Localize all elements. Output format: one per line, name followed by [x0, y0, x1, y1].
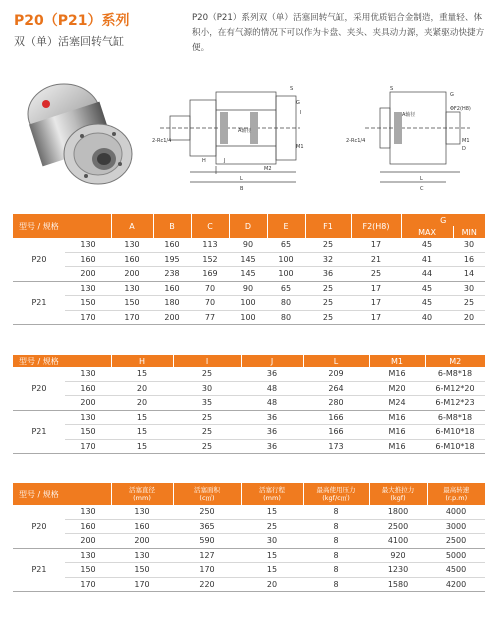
value-cell: M16 — [369, 410, 425, 425]
value-cell: 113 — [191, 238, 229, 252]
value-cell: 48 — [241, 396, 303, 411]
t2-h-l: L — [303, 355, 369, 367]
value-cell: 160 — [153, 281, 191, 296]
value-cell: 15 — [111, 439, 173, 454]
label-m1b: M1 — [462, 138, 470, 144]
value-cell: 15 — [241, 505, 303, 519]
value-cell: 30 — [173, 381, 241, 396]
label-g2: G — [450, 92, 454, 98]
value-cell: 1800 — [369, 505, 427, 519]
size-cell: 150 — [65, 425, 111, 440]
table-row — [13, 252, 485, 267]
table-row — [13, 577, 485, 592]
size-cell: 200 — [65, 267, 111, 282]
t1-h-b: B — [153, 214, 191, 238]
table-row — [13, 310, 485, 325]
value-cell: 169 — [191, 267, 229, 282]
t3-h-diam: 活塞直径 (mm) — [111, 483, 173, 505]
value-cell: 20 — [453, 310, 485, 325]
product-description: P20（P21）系列双（单）活塞回转气缸，采用优质铝合金制造，重量轻、体积小，在有气源的情况下可以作为卡盘、夹头、夹具动力源，夹紧驱动快捷方便。 — [192, 13, 485, 53]
value-cell: 77 — [191, 310, 229, 325]
value-cell: 17 — [351, 281, 401, 296]
size-cell: 130 — [65, 548, 111, 563]
value-cell: 20 — [111, 381, 173, 396]
t1-h-d: D — [229, 214, 267, 238]
value-cell: 15 — [111, 425, 173, 440]
value-cell: 40 — [401, 310, 453, 325]
value-cell: 160 — [111, 252, 153, 267]
value-cell: 25 — [453, 296, 485, 311]
technical-drawing — [150, 82, 480, 194]
value-cell: 36 — [305, 267, 351, 282]
value-cell: 48 — [241, 381, 303, 396]
value-cell: 130 — [111, 505, 173, 519]
size-cell: 130 — [65, 238, 111, 252]
value-cell: 8 — [303, 563, 369, 578]
value-cell: 25 — [305, 281, 351, 296]
value-cell: 4500 — [427, 563, 485, 578]
value-cell: 100 — [229, 310, 267, 325]
value-cell: 25 — [173, 410, 241, 425]
value-cell: 15 — [241, 563, 303, 578]
size-cell: 130 — [65, 281, 111, 296]
value-cell: 6-M8*18 — [425, 367, 485, 381]
value-cell: 166 — [303, 410, 369, 425]
value-cell: 100 — [267, 267, 305, 282]
value-cell: M16 — [369, 425, 425, 440]
dimension-table-1 — [13, 214, 485, 325]
page-title: P20（P21）系列 — [14, 13, 130, 29]
value-cell: 100 — [267, 252, 305, 267]
value-cell: 280 — [303, 396, 369, 411]
value-cell: 100 — [229, 296, 267, 311]
value-cell: 25 — [173, 367, 241, 381]
t1-h-a: A — [111, 214, 153, 238]
value-cell: 130 — [111, 238, 153, 252]
value-cell: 4200 — [427, 577, 485, 592]
value-cell: 8 — [303, 577, 369, 592]
model-cell: P20 — [13, 505, 65, 548]
value-cell: 6-M10*18 — [425, 439, 485, 454]
value-cell: 590 — [173, 534, 241, 549]
label-b: B — [240, 186, 244, 192]
label-a: A轴径 — [238, 128, 252, 134]
value-cell: 1230 — [369, 563, 427, 578]
value-cell: 365 — [173, 519, 241, 534]
product-photo — [16, 72, 146, 192]
value-cell: 264 — [303, 381, 369, 396]
model-cell: P21 — [13, 410, 65, 454]
table-row — [13, 563, 485, 578]
value-cell: 130 — [111, 548, 173, 563]
label-i: I — [300, 110, 302, 116]
table-row — [13, 296, 485, 311]
value-cell: 90 — [229, 281, 267, 296]
table-row — [13, 367, 485, 381]
value-cell: 8 — [303, 519, 369, 534]
value-cell: 6-M12*20 — [425, 381, 485, 396]
value-cell: 65 — [267, 281, 305, 296]
size-cell: 160 — [65, 252, 111, 267]
model-cell: P20 — [13, 367, 65, 410]
value-cell: 200 — [111, 267, 153, 282]
value-cell: 5000 — [427, 548, 485, 563]
t1-h-gmin: MIN — [453, 226, 485, 238]
label-s: S — [290, 86, 294, 92]
value-cell: 36 — [241, 410, 303, 425]
value-cell: 220 — [173, 577, 241, 592]
table-row — [13, 381, 485, 396]
value-cell: 20 — [111, 396, 173, 411]
value-cell: 127 — [173, 548, 241, 563]
value-cell: 3000 — [427, 519, 485, 534]
value-cell: 200 — [111, 534, 173, 549]
value-cell: 44 — [401, 267, 453, 282]
label-s2: S — [390, 86, 394, 92]
label-a2: A轴径 — [402, 112, 416, 118]
value-cell: 200 — [153, 310, 191, 325]
value-cell: 250 — [173, 505, 241, 519]
size-cell: 160 — [65, 519, 111, 534]
value-cell: 17 — [351, 296, 401, 311]
value-cell: 1580 — [369, 577, 427, 592]
model-cell: P21 — [13, 548, 65, 592]
value-cell: 170 — [111, 310, 153, 325]
value-cell: 195 — [153, 252, 191, 267]
size-cell: 150 — [65, 563, 111, 578]
label-d2: D — [462, 146, 466, 152]
size-cell: 130 — [65, 410, 111, 425]
value-cell: 6-M12*23 — [425, 396, 485, 411]
value-cell: 20 — [241, 577, 303, 592]
size-cell: 130 — [65, 367, 111, 381]
value-cell: 15 — [111, 367, 173, 381]
value-cell: 36 — [241, 425, 303, 440]
value-cell: 180 — [153, 296, 191, 311]
value-cell: 170 — [111, 577, 173, 592]
page-subtitle: 双（单）活塞回转气缸 — [14, 35, 124, 48]
label-g: G — [296, 100, 300, 106]
table-row — [13, 505, 485, 519]
value-cell: 36 — [241, 367, 303, 381]
value-cell: 45 — [401, 296, 453, 311]
label-rc2: 2-Rc1/4 — [346, 138, 366, 144]
label-m1: M1 — [296, 144, 304, 150]
size-cell: 200 — [65, 396, 111, 411]
t2-h-h: H — [111, 355, 173, 367]
value-cell: 166 — [303, 425, 369, 440]
value-cell: 170 — [173, 563, 241, 578]
value-cell: 14 — [453, 267, 485, 282]
label-l: L — [240, 176, 243, 182]
t3-h-force: 最大推拉力 (kgf) — [369, 483, 427, 505]
spec-table — [13, 483, 485, 592]
t2-h-m2: M2 — [425, 355, 485, 367]
value-cell: 25 — [241, 519, 303, 534]
value-cell: 32 — [305, 252, 351, 267]
value-cell: M16 — [369, 439, 425, 454]
label-f2: ΦF2(H8) — [450, 106, 471, 112]
value-cell: 35 — [173, 396, 241, 411]
t3-h-speed: 最高转速 (r.p.m) — [427, 483, 485, 505]
value-cell: 920 — [369, 548, 427, 563]
value-cell: 41 — [401, 252, 453, 267]
label-rc: 2-Rc1/4 — [152, 138, 172, 144]
value-cell: 30 — [453, 281, 485, 296]
size-cell: 150 — [65, 296, 111, 311]
value-cell: M16 — [369, 367, 425, 381]
t1-h-f1: F1 — [305, 214, 351, 238]
value-cell: 8 — [303, 505, 369, 519]
t1-h-f2: F2(H8) — [351, 214, 401, 238]
value-cell: 6-M8*18 — [425, 410, 485, 425]
value-cell: 80 — [267, 310, 305, 325]
t1-h-e: E — [267, 214, 305, 238]
value-cell: 25 — [173, 425, 241, 440]
value-cell: 2500 — [369, 519, 427, 534]
value-cell: 173 — [303, 439, 369, 454]
t2-h-model: 型号 / 规格 — [13, 355, 111, 367]
value-cell: 45 — [401, 281, 453, 296]
t2-h-m1: M1 — [369, 355, 425, 367]
value-cell: 160 — [111, 519, 173, 534]
dimension-table-2 — [13, 355, 485, 454]
value-cell: 8 — [303, 534, 369, 549]
value-cell: 25 — [305, 238, 351, 252]
value-cell: 150 — [111, 563, 173, 578]
table-row — [13, 410, 485, 425]
value-cell: 4000 — [427, 505, 485, 519]
table-row — [13, 519, 485, 534]
size-cell: 160 — [65, 381, 111, 396]
table-row — [13, 238, 485, 252]
value-cell: 25 — [351, 267, 401, 282]
label-j: J — [224, 158, 226, 164]
value-cell: 80 — [267, 296, 305, 311]
size-cell: 130 — [65, 505, 111, 519]
table-row — [13, 281, 485, 296]
t3-h-area: 活塞面积 (c㎡) — [173, 483, 241, 505]
value-cell: 36 — [241, 439, 303, 454]
value-cell: M24 — [369, 396, 425, 411]
value-cell: 45 — [401, 238, 453, 252]
t2-h-i: I — [173, 355, 241, 367]
size-cell: 170 — [65, 310, 111, 325]
value-cell: 238 — [153, 267, 191, 282]
value-cell: 16 — [453, 252, 485, 267]
value-cell: 65 — [267, 238, 305, 252]
value-cell: 25 — [173, 439, 241, 454]
value-cell: 150 — [111, 296, 153, 311]
value-cell: 209 — [303, 367, 369, 381]
table-row — [13, 425, 485, 440]
table-row — [13, 548, 485, 563]
value-cell: 70 — [191, 281, 229, 296]
value-cell: 30 — [453, 238, 485, 252]
value-cell: 145 — [229, 252, 267, 267]
value-cell: 15 — [111, 410, 173, 425]
label-l2: L — [420, 176, 423, 182]
t1-h-model: 型号 / 规格 — [13, 214, 111, 238]
value-cell: 17 — [351, 238, 401, 252]
t3-h-stroke: 活塞行程 (mm) — [241, 483, 303, 505]
value-cell: 21 — [351, 252, 401, 267]
value-cell: 2500 — [427, 534, 485, 549]
value-cell: 25 — [305, 296, 351, 311]
value-cell: 17 — [351, 310, 401, 325]
t1-h-g: G — [401, 214, 485, 226]
value-cell: 145 — [229, 267, 267, 282]
label-m2: M2 — [264, 166, 272, 172]
t3-h-pressure: 最高使用压力 (kgf/c㎡) — [303, 483, 369, 505]
table-row — [13, 534, 485, 549]
label-c2: C — [420, 186, 424, 192]
value-cell: 160 — [153, 238, 191, 252]
table-row — [13, 396, 485, 411]
size-cell: 170 — [65, 439, 111, 454]
value-cell: 30 — [241, 534, 303, 549]
label-h: H — [202, 158, 206, 164]
t3-h-model: 型号 / 规格 — [13, 483, 111, 505]
value-cell: 130 — [111, 281, 153, 296]
t1-h-c: C — [191, 214, 229, 238]
value-cell: M20 — [369, 381, 425, 396]
t1-h-gmax: MAX — [401, 226, 453, 238]
value-cell: 152 — [191, 252, 229, 267]
table-row — [13, 267, 485, 282]
value-cell: 4100 — [369, 534, 427, 549]
size-cell: 200 — [65, 534, 111, 549]
value-cell: 25 — [305, 310, 351, 325]
size-cell: 170 — [65, 577, 111, 592]
model-cell: P20 — [13, 238, 65, 281]
value-cell: 15 — [241, 548, 303, 563]
t2-h-j: J — [241, 355, 303, 367]
model-cell: P21 — [13, 281, 65, 325]
value-cell: 6-M10*18 — [425, 425, 485, 440]
value-cell: 8 — [303, 548, 369, 563]
value-cell: 90 — [229, 238, 267, 252]
table-row — [13, 439, 485, 454]
value-cell: 70 — [191, 296, 229, 311]
